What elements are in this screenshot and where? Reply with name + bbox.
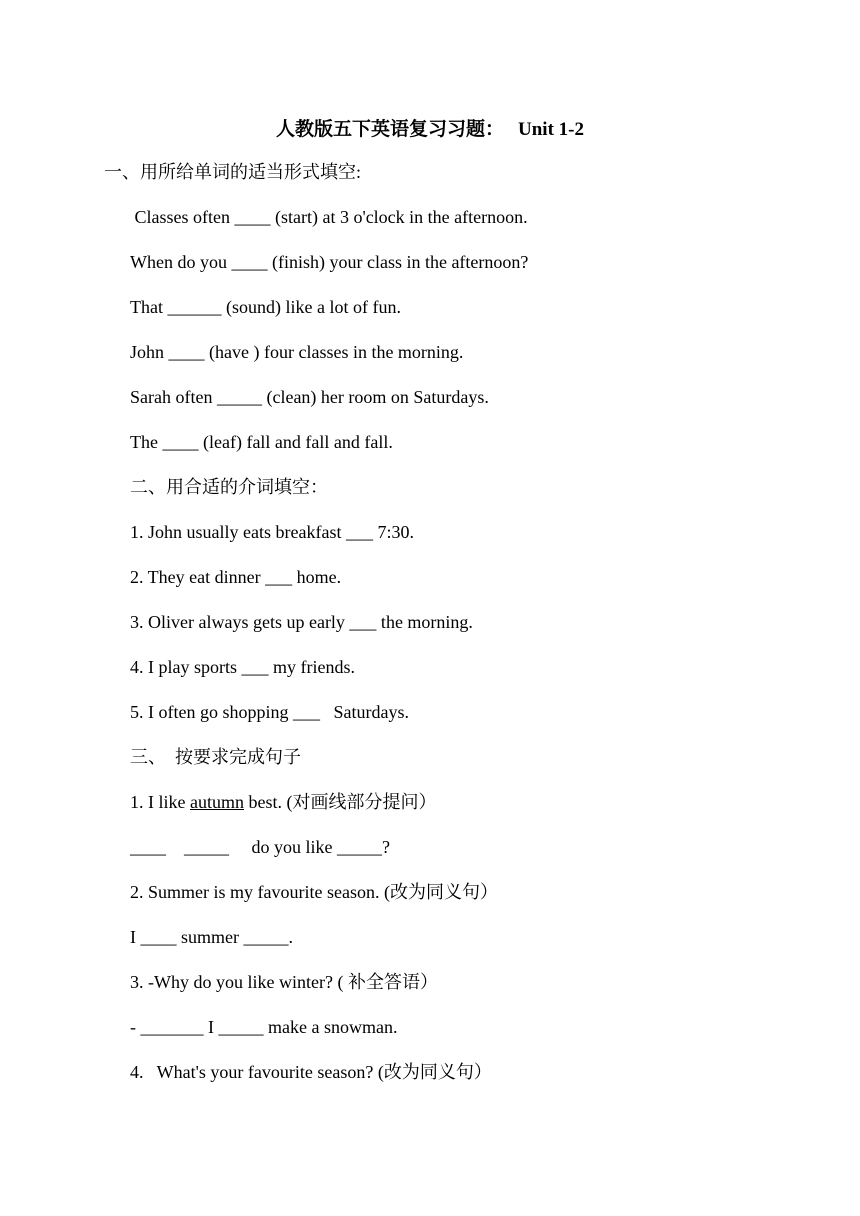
section3-q4: 4. What's your favourite season? (改为同义句）	[130, 1062, 492, 1082]
section2-item-4: 4. I play sports ___ my friends.	[130, 657, 355, 677]
section2-item-5: 5. I often go shopping ___ Saturdays.	[130, 702, 409, 722]
section3-q3-answer: - _______ I _____ make a snowman.	[130, 1017, 398, 1037]
section3-heading: 三、 按要求完成句子	[130, 747, 301, 767]
q1-prefix: 1. I like	[130, 792, 190, 812]
section1-item-3: That ______ (sound) like a lot of fun.	[130, 297, 401, 317]
section3-q1-answer: ____ _____ do you like _____?	[130, 837, 390, 857]
section3-q3: 3. -Why do you like winter? ( 补全答语）	[130, 972, 438, 992]
section1-item-1: Classes often ____ (start) at 3 o'clock in the afternoon.	[130, 207, 528, 227]
section2-item-1: 1. John usually eats breakfast ___ 7:30.	[130, 522, 414, 542]
section2-item-2: 2. They eat dinner ___ home.	[130, 567, 342, 587]
title-unit: Unit 1-2	[518, 119, 584, 140]
section2-item-3: 3. Oliver always gets up early ___ the morning.	[130, 612, 473, 632]
section1-item-6: The ____ (leaf) fall and fall and fall.	[130, 432, 393, 452]
section2-heading: 二、用合适的介词填空：	[130, 477, 328, 497]
section1-item-2: When do you ____ (finish) your class in the afternoon?	[130, 252, 529, 272]
section1-item-4: John ____ (have ) four classes in the morning.	[130, 342, 464, 362]
section3-q1	[130, 790, 437, 814]
title-chinese: 人教版五下英语复习习题：	[276, 119, 505, 140]
section3-q2: 2. Summer is my favourite season. (改为同义句）	[130, 882, 498, 902]
section1-heading: 一、用所给单词的适当形式填空:	[104, 162, 361, 182]
section1-item-5: Sarah often _____ (clean) her room on Saturdays.	[130, 387, 489, 407]
q1-underlined-word: autumn	[190, 792, 244, 812]
q1-suffix: best. (对画线部分提问）	[244, 792, 437, 812]
section3-q2-answer: I ____ summer _____.	[130, 927, 293, 947]
document-title	[0, 114, 860, 141]
